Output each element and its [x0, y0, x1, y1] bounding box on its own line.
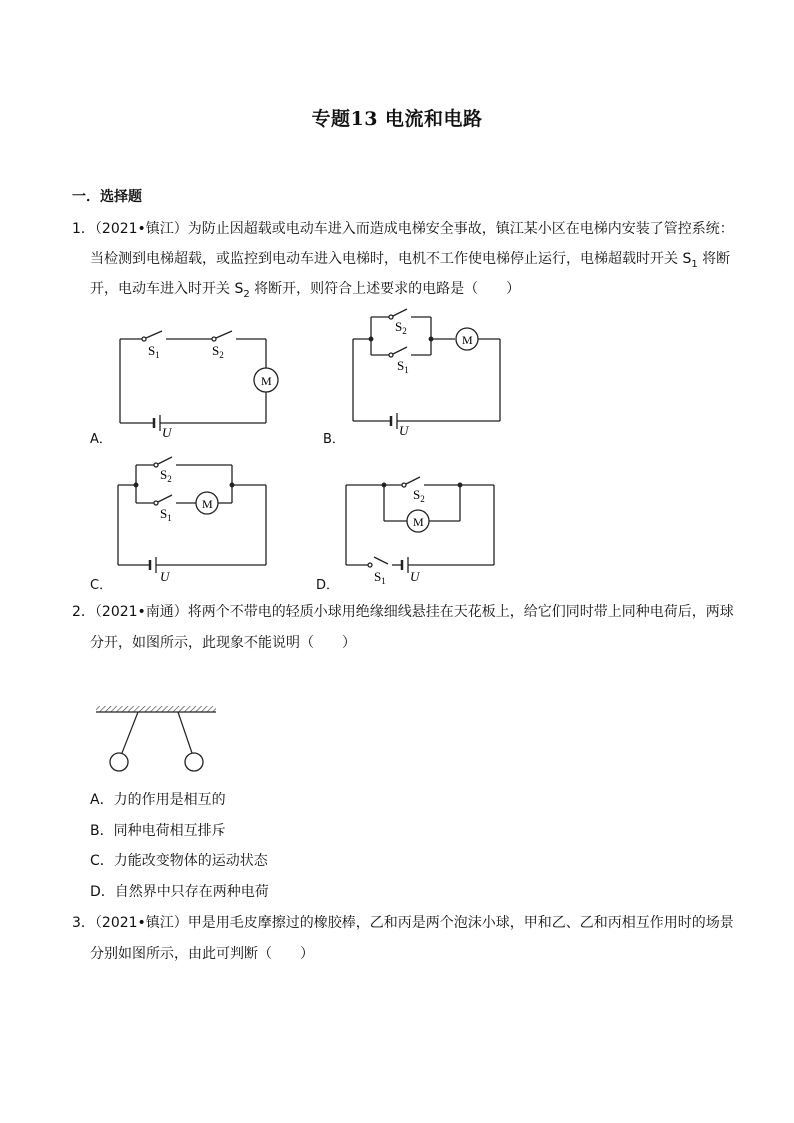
option-d-label: D．: [316, 578, 340, 593]
left-ball: [110, 753, 128, 771]
circuit-c-diagram: [112, 455, 277, 590]
q2-choice-b[interactable]: B．同种电荷相互排斥: [90, 823, 226, 839]
right-ball: [185, 753, 203, 771]
circuit-c-u-label: U: [160, 569, 170, 584]
circuit-a-diagram: [112, 325, 282, 445]
q1-line-3: 开，电动车进入时开关 $S_2$ 将断开，则符合上述要求的电路是（ ）: [90, 281, 521, 300]
circuit-b-u-label: U: [399, 423, 409, 438]
q2-choice-d[interactable]: D．自然界中只存在两种电荷: [90, 884, 269, 900]
circuit-b-motor-label: M: [462, 333, 473, 347]
q2-choice-c[interactable]: C．力能改变物体的运动状态: [90, 853, 268, 869]
circuit-d-diagram: [338, 475, 503, 590]
q2-line-2: 分开，如图所示，此现象不能说明（ ）: [90, 635, 356, 651]
circuit-d-u-label: U: [410, 569, 420, 584]
circuit-b-diagram: [345, 305, 510, 445]
circuit-c-motor-label: M: [202, 497, 213, 511]
q1-line-2: 当检测到电梯超载，或监控到电动车进入电梯时，电机不工作使电梯停止运行，电梯超载时开关 $S_1$ 将断: [90, 251, 731, 270]
circuit-d-s2-label: $S_2$: [413, 487, 425, 504]
page-title: 专题13 电流和电路: [311, 108, 483, 130]
circuit-a-s2-label: $S_2$: [212, 343, 224, 360]
q3-line-1: 3．（2021•镇江）甲是用毛皮摩擦过的橡胶棒，乙和丙是两个泡沫小球，甲和乙、乙和丙相互作用时的场景: [72, 915, 734, 931]
circuit-c-s2-label: $S_2$: [160, 467, 172, 484]
q2-line-1: 2．（2021•南通）将两个不带电的轻质小球用绝缘细线悬挂在天花板上，给它们同时带上同种电荷后，两球: [72, 604, 734, 620]
q2-choice-a[interactable]: A．力的作用是相互的: [90, 792, 226, 808]
charged-balls-figure: [92, 702, 222, 782]
circuit-b-s1-label: $S_1$: [397, 358, 409, 375]
ceiling-hatch: [96, 706, 216, 712]
circuit-a-motor-label: M: [261, 374, 272, 388]
option-a-label: A．: [90, 432, 112, 447]
q1-line-1: 1．（2021•镇江）为防止因超载或电动车进入而造成电梯安全事故，镇江某小区在电梯内安装了管控系统：: [72, 221, 734, 237]
section-heading: 一．选择题: [72, 189, 142, 205]
option-b-label: B．: [323, 432, 345, 447]
circuit-d-motor-label: M: [413, 515, 424, 529]
q3-line-2: 分别如图所示，由此可判断（ ）: [90, 946, 314, 962]
circuit-b-s2-label: $S_2$: [395, 319, 407, 336]
option-c-label: C．: [90, 578, 113, 593]
circuit-a-u-label: U: [162, 425, 172, 440]
circuit-c-s1-label: $S_1$: [160, 506, 172, 523]
circuit-a-s1-label: $S_1$: [148, 343, 160, 360]
circuit-d-s1-label: $S_1$: [374, 569, 386, 586]
